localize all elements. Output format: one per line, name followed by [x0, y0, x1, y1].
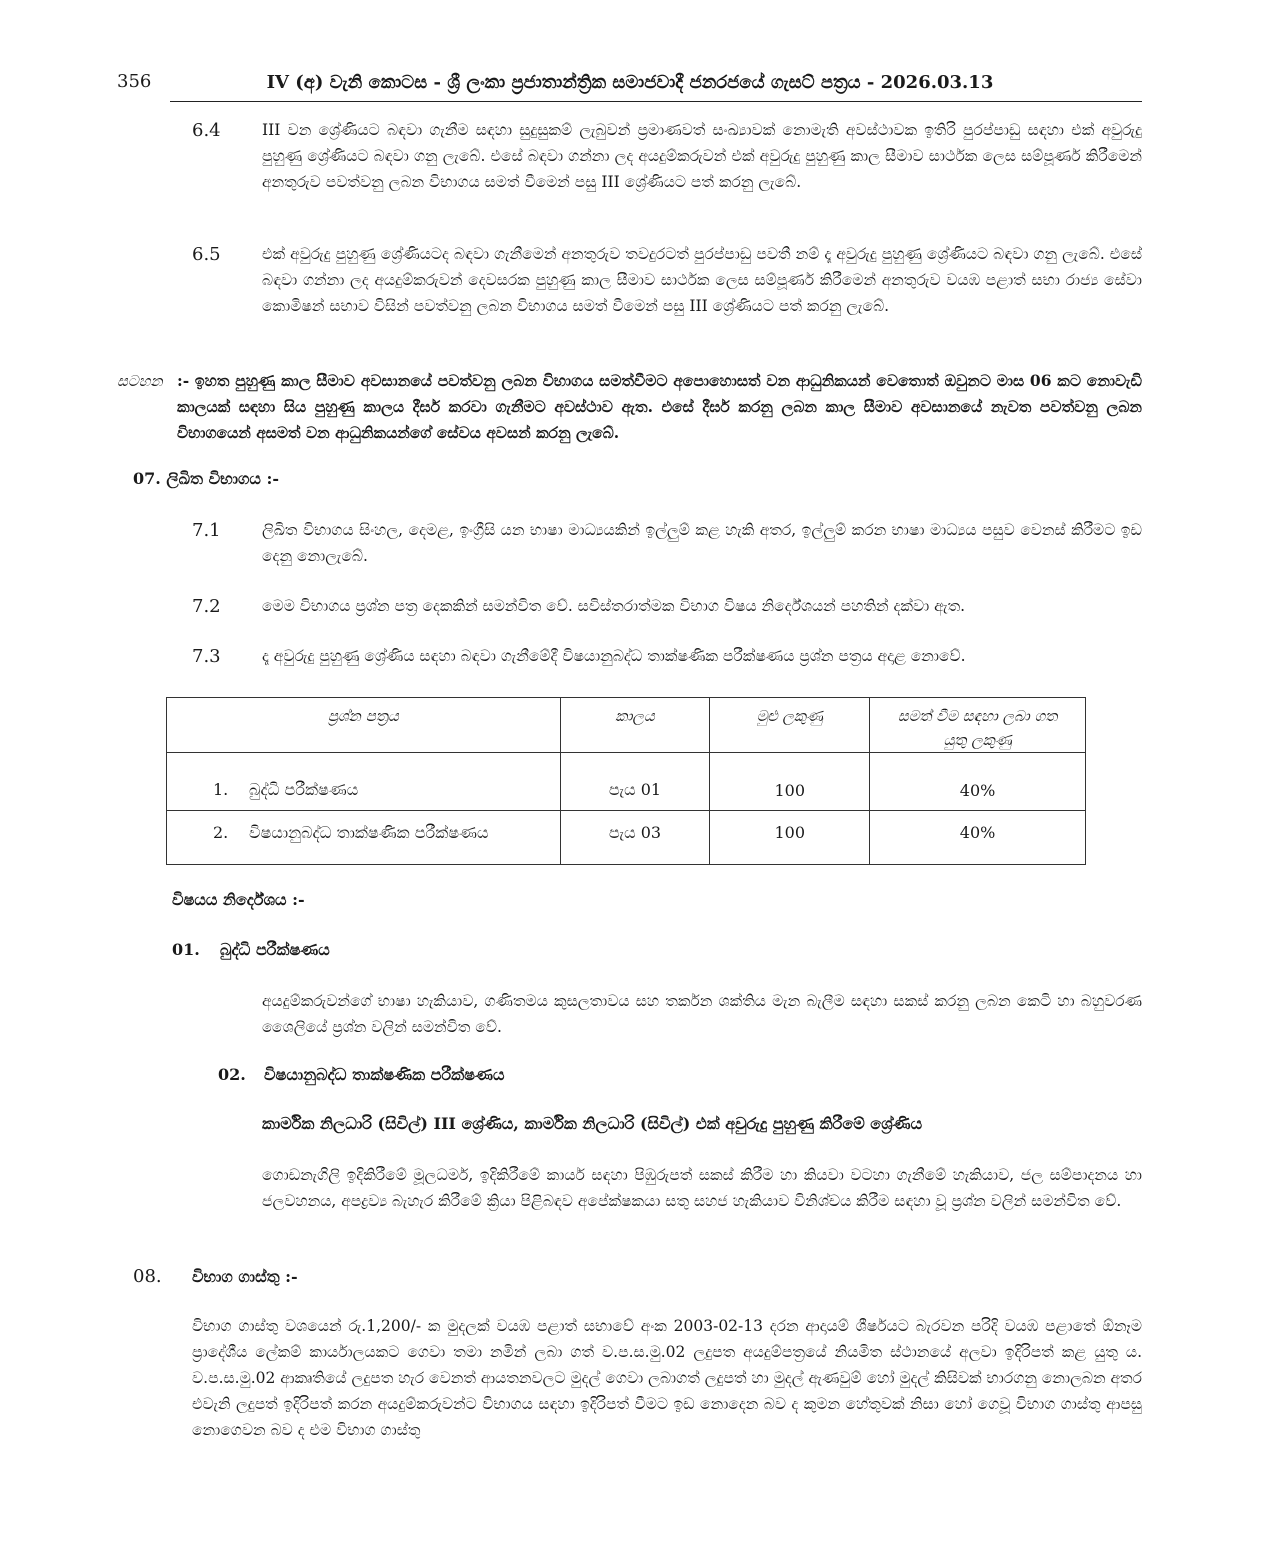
syllabus-item-02-text: ගොඩනැගිලි ඉදිකිරීමේ මූලධර්ම, ඉදිකිරීමේ කාර්ය සඳහා පිඹුරුපත් සකස් කිරීම හා කියවා වටහා ගැනීමේ හැකියාව, ජල සම්පාදනය හා ජලවහනය, අපද්‍රව්‍ය බැහැර කිරීමේ ක්‍රියා පිළිබඳව අපේක්ෂකයා සතු සහජ හැකියාව විනිශ්චය කිරීම සඳහා වූ ප්‍රශ්න වලින් සමන්විත වේ.	[262, 1166, 1142, 1210]
header-total-marks: මුළු ලකුණු	[710, 698, 870, 753]
pass-marks-cell: 40%	[870, 753, 1086, 811]
clause-text-6-4: III වන ශ්‍රේණියට බඳවා ගැනීම සඳහා සුදුසුකම් ලැබුවන් ප්‍රමාණවත් සංඛ්‍යාවක් නොමැති අවස්ථාවක ඉතිරි පුරප්පාඩු සඳහා එක් අවුරුදු පුහුණු ශ්‍රේණියට බඳවා ගනු ලැබේ. එසේ බඳවා ගන්නා ලද අයදුම්කරුවන් එක් අවුරුදු පුහුණු කාල සීමාව සාර්ථක ලෙස සම්පූර්ණ කිරීමෙන් අනතුරුව පවත්වනු ලබන විභාගය සමත් වීමෙන් පසු III ශ්‍රේණියට පත් කරනු ලැබේ.	[262, 121, 1142, 191]
table-row	[167, 753, 1086, 811]
header-pass-marks: සමත් වීම සඳහා ලබා ගත යුතු ලකුණු	[870, 698, 1086, 753]
syllabus-item-02-subtitle: කාර්මික නිලධාරි (සිවිල්) III ශ්‍රේණිය, කාර්මික නිලධාරි (සිවිල්) එක් අවුරුදු පුහුණු කිරීමේ ශ්‍රේණිය	[262, 1114, 923, 1133]
pass-marks-cell: 40%	[870, 811, 1086, 865]
clause-text-7-1: ලිඛිත විභාගය සිංහල, දෙමළ, ඉංග්‍රීසි යන භාෂා මාධ්‍යයකින් ඉල්ලුම් කළ හැකි අතර, ඉල්ලුම් කරන භාෂා මාධ්‍යය පසුව වෙනස් කිරීමට ඉඩ දෙනු නොලැබේ.	[262, 521, 1142, 565]
clause-number-7-1: 7.1	[192, 520, 221, 541]
paper-cell	[167, 753, 561, 811]
total-marks-cell: 100	[710, 811, 870, 865]
clause-text-7-2: මෙම විභාගය ප්‍රශ්න පත්‍ර දෙකකින් සමන්විත වේ. සවිස්තරාත්මක විභාග විෂය නිර්දේශයන් පහතින් දක්වා ඇත.	[262, 597, 966, 615]
clause-number-7-3: 7.3	[192, 646, 221, 667]
header-paper: ප්‍රශ්න පත්‍රය	[167, 698, 561, 753]
paper-name: බුද්ධි පරීක්ෂණය	[249, 780, 359, 799]
table-row	[167, 811, 1086, 865]
table-header-row	[167, 698, 1086, 753]
clause-number-7-2: 7.2	[192, 596, 221, 617]
clause-text-7-3: දෑ අවුරුදු පුහුණු ශ්‍රේණිය සඳහා බඳවා ගැනීමේදී විෂයානුබද්ධ තාක්ෂණික පරීක්ෂණය ප්‍රශ්න පත්‍රය අදාළ නොවේ.	[262, 647, 966, 665]
header-time: කාලය	[560, 698, 710, 753]
paper-cell	[167, 811, 561, 865]
row-number: 1.	[213, 780, 229, 799]
syllabus-item-01-text: අයදුම්කරුවන්ගේ භාෂා හැකියාව, ගණිතමය කුසලතාවය සහ තර්කන ශක්තිය මැන බැලීම සඳහා සකස් කරනු ලබන කෙටි හා බහුවරණ ශෛලියේ ප්‍රශ්න වලින් සමන්විත වේ.	[262, 992, 1142, 1036]
clause-text-6-5: එක් අවුරුදු පුහුණු ශ්‍රේණියටද බඳවා ගැනීමෙන් අනතුරුව තවදුරටත් පුරප්පාඩු පවතී නම් දෑ අවුරුදු පුහුණු ශ්‍රේණියට බඳවා ගනු ලැබේ. එසේ බඳවා ගන්නා ලද අයදුම්කරුවන් දෙවසරක පුහුණු කාල සීමාව සාර්ථක ලෙස සම්පූර්ණ කිරීමෙන් අනතුරුව වයඹ පළාත් සභා රාජ්‍ය සේවා කොමිෂන් සභාව විසින් පවත්වනු ලබන විභාගය සමත් වීමෙන් පසු III ශ්‍රේණියට පත් කරනු ලැබේ.	[262, 245, 1142, 315]
note-text: :- ඉහත පුහුණු කාල සීමාව අවසානයේ පවත්වනු ලබන විභාගය සමත්වීමට අපොහොසත් වන ආධුනිකයන් වෙතොත් ඔවුනට මාස 06 කට නොවැඩි කාලයක් සඳහා සිය පුහුණු කාලය දීර්ඝ කරවා ගැනීමට අවස්ථාව ඇත. එසේ දීර්ඝ කරනු ලබන කාල සීමාව අවසානයේ නැවත පවත්වනු ලබන විභාගයෙන් අසමත් වන ආධුනිකයන්ගේ සේවය අවසන් කරනු ලැබේ.	[177, 371, 1142, 442]
time-cell: පැය 03	[560, 811, 710, 865]
header-divider	[170, 101, 1142, 102]
page-number: 356	[117, 71, 152, 92]
syllabus-heading: විෂයය නිර්දේශය :-	[172, 890, 305, 909]
clause-number-6-5: 6.5	[192, 244, 221, 265]
section-08-heading: විභාග ගාස්තු :-	[192, 1267, 298, 1286]
syllabus-item-01-title: බුද්ධි පරීක්ෂණය	[220, 940, 330, 959]
note-label: සටහන	[117, 372, 163, 390]
exam-papers-table	[166, 697, 1086, 865]
syllabus-item-02-number: 02.	[218, 1065, 246, 1084]
row-number: 2.	[213, 823, 229, 842]
section-08-text: විභාග ගාස්තු වශයෙන් රු.1,200/- ක මුදලක් වයඹ පළාත් සභාවේ අංක 2003-02-13 දරන ආදායම් ශීර්ෂයට බැරවන පරිදි වයඹ පළාතේ ඕනෑම ප්‍රාදේශීය ලේකම් කාර්යාලයකට ගෙවා තමා නමින් ලබා ගත් ව.ප.ස.මු.02 ලදුපත අයදුම්පත්‍රයේ නියමිත ස්ථානයේ අලවා ඉදිරිපත් කළ යුතු ය. ව.ප.ස.මු.02 ආකෘතියේ ලදුපත හැර වෙනත් ආයතනවලට මුදල් ගෙවා ලබාගත් ලදුපත් හා මුදල් ඇණවුම් හෝ මුදල් කිසිවක් භාරගනු නොලබන අතර එවැනි ලදුපත් ඉදිරිපත් කරන අයදුම්කරුවන්ට විභාගය සඳහා ඉදිරිපත් වීමට ඉඩ නොදෙන බව ද කුමන හේතුවක් නිසා හෝ ගෙවූ විභාග ගාස්තු ආපසු නොගෙවන බව ද එම විභාග ගාස්තු	[192, 1317, 1142, 1439]
syllabus-item-01-number: 01.	[172, 940, 200, 959]
time-cell: පැය 01	[560, 753, 710, 811]
paper-name: විෂයානුබද්ධ තාක්ෂණික පරීක්ෂණය	[249, 823, 489, 842]
syllabus-item-02-title: විෂයානුබද්ධ තාක්ෂණික පරීක්ෂණය	[264, 1065, 505, 1084]
section-07-heading: 07. ලිඛිත විභාගය :-	[133, 469, 280, 488]
clause-number-6-4: 6.4	[192, 120, 221, 141]
gazette-header-title: IV (අ) වැනි කොටස - ශ්‍රී ලංකා ප්‍රජාතාන්ත්‍රික සමාජවාදී ජනරජයේ ගැසට් පත්‍රය - 2026.03.13	[266, 72, 994, 93]
section-08-number: 08.	[133, 1266, 162, 1287]
total-marks-cell: 100	[710, 753, 870, 811]
